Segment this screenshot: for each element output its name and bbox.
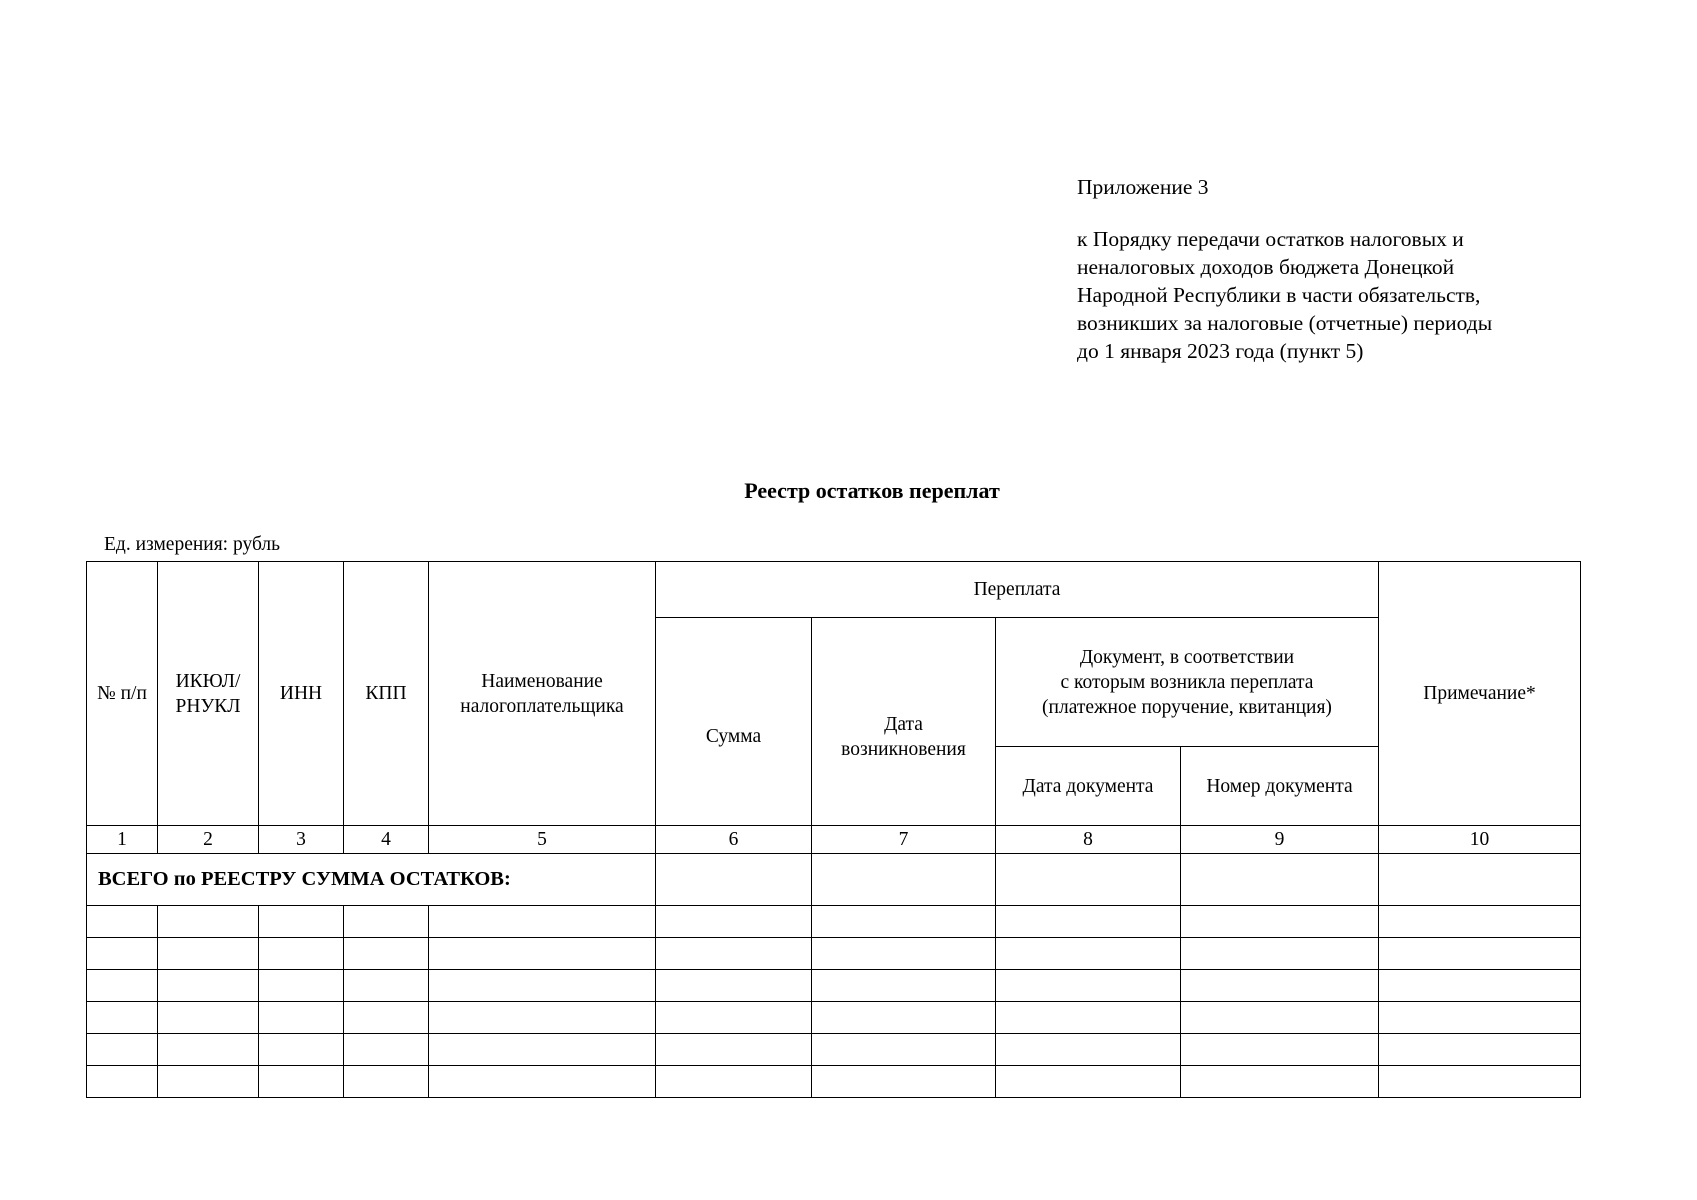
table-cell — [656, 970, 812, 1002]
table-cell — [429, 1066, 656, 1098]
appendix-line: до 1 января 2023 года (пункт 5) — [1077, 339, 1364, 363]
header-ikyul: ИКЮЛ/ РНУКЛ — [158, 562, 259, 826]
table-cell — [158, 1066, 259, 1098]
column-number: 1 — [87, 826, 158, 854]
unit-label: Ед. измерения: рубль — [104, 534, 281, 555]
header-num: № п/п — [87, 562, 158, 826]
table-cell — [812, 1002, 996, 1034]
table-cell — [87, 970, 158, 1002]
table-cell — [996, 906, 1181, 938]
table-cell — [259, 1034, 344, 1066]
table-cell — [1379, 1002, 1581, 1034]
table-cell — [344, 970, 429, 1002]
table-cell — [1379, 970, 1581, 1002]
header-inn: ИНН — [259, 562, 344, 826]
table-cell — [1181, 938, 1379, 970]
table-cell — [812, 906, 996, 938]
column-number-row — [87, 826, 1581, 854]
total-sum-cell — [656, 854, 812, 906]
column-number: 10 — [1379, 826, 1581, 854]
table-cell — [996, 1066, 1181, 1098]
table-cell — [996, 938, 1181, 970]
table-cell — [812, 938, 996, 970]
column-number: 6 — [656, 826, 812, 854]
table-cell — [1379, 906, 1581, 938]
header-document-date: Дата документа — [996, 747, 1181, 826]
table-cell — [1181, 970, 1379, 1002]
table-cell — [1181, 1002, 1379, 1034]
header-date-origin: Дата возникновения — [812, 618, 996, 826]
appendix-block — [1077, 173, 1597, 365]
table-cell — [1379, 938, 1581, 970]
table-cell — [656, 1066, 812, 1098]
column-number: 7 — [812, 826, 996, 854]
table-cell — [158, 938, 259, 970]
table-cell — [812, 1034, 996, 1066]
table-cell — [344, 938, 429, 970]
table-row — [87, 970, 1581, 1002]
column-number: 8 — [996, 826, 1181, 854]
header-overpayment: Переплата — [656, 562, 1379, 618]
registry-table — [86, 561, 1581, 1098]
table-cell — [812, 1066, 996, 1098]
header-taxpayer-name: Наименование налогоплательщика — [429, 562, 656, 826]
column-number: 2 — [158, 826, 259, 854]
table-row — [87, 938, 1581, 970]
appendix-line: Народной Республики в части обязательств, — [1077, 283, 1481, 307]
table-cell — [158, 1034, 259, 1066]
table-cell — [656, 938, 812, 970]
table-cell — [259, 1002, 344, 1034]
appendix-line: к Порядку передачи остатков налоговых и — [1077, 227, 1464, 251]
table-cell — [259, 970, 344, 1002]
table-cell — [87, 1066, 158, 1098]
table-cell — [429, 938, 656, 970]
header-row-1 — [87, 562, 1581, 618]
table-cell — [429, 1034, 656, 1066]
table-cell — [158, 1002, 259, 1034]
document-title: Реестр остатков переплат — [744, 478, 1000, 503]
header-sum: Сумма — [656, 618, 812, 826]
header-document-number: Номер документа — [1181, 747, 1379, 826]
table-cell — [158, 970, 259, 1002]
table-cell — [429, 1002, 656, 1034]
table-cell — [87, 906, 158, 938]
appendix-title: Приложение 3 — [1077, 175, 1209, 199]
column-number: 5 — [429, 826, 656, 854]
total-row — [87, 854, 1581, 906]
table-cell — [259, 938, 344, 970]
appendix-line: возникших за налоговые (отчетные) периоды — [1077, 311, 1493, 335]
table-row — [87, 1066, 1581, 1098]
table-cell — [87, 1034, 158, 1066]
header-kpp: КПП — [344, 562, 429, 826]
table-cell — [1181, 1034, 1379, 1066]
total-label: ВСЕГО по РЕЕСТРУ СУММА ОСТАТКОВ: — [87, 854, 656, 906]
table-row — [87, 906, 1581, 938]
table-cell — [1379, 1066, 1581, 1098]
table-cell — [656, 906, 812, 938]
table-cell — [259, 906, 344, 938]
table-cell — [656, 1034, 812, 1066]
table-cell — [87, 938, 158, 970]
total-cell — [812, 854, 996, 906]
header-document: Документ, в соответствии с которым возникла переплата (платежное поручение, квитанция) — [996, 618, 1379, 747]
table-cell — [344, 906, 429, 938]
table-cell — [158, 906, 259, 938]
table-cell — [259, 1066, 344, 1098]
table-cell — [344, 1002, 429, 1034]
header-note: Примечание* — [1379, 562, 1581, 826]
table-cell — [1379, 1034, 1581, 1066]
table-cell — [656, 1002, 812, 1034]
table-cell — [1181, 906, 1379, 938]
column-number: 3 — [259, 826, 344, 854]
table-cell — [344, 1034, 429, 1066]
table-cell — [996, 1034, 1181, 1066]
total-cell — [1379, 854, 1581, 906]
column-number: 9 — [1181, 826, 1379, 854]
table-cell — [996, 1002, 1181, 1034]
table-cell — [344, 1066, 429, 1098]
table-row — [87, 1002, 1581, 1034]
appendix-line: неналоговых доходов бюджета Донецкой — [1077, 255, 1455, 279]
total-cell — [1181, 854, 1379, 906]
table-cell — [429, 970, 656, 1002]
table-cell — [812, 970, 996, 1002]
table-row — [87, 1034, 1581, 1066]
table-cell — [1181, 1066, 1379, 1098]
table-cell — [996, 970, 1181, 1002]
total-cell — [996, 854, 1181, 906]
table-cell — [87, 1002, 158, 1034]
table-cell — [429, 906, 656, 938]
column-number: 4 — [344, 826, 429, 854]
